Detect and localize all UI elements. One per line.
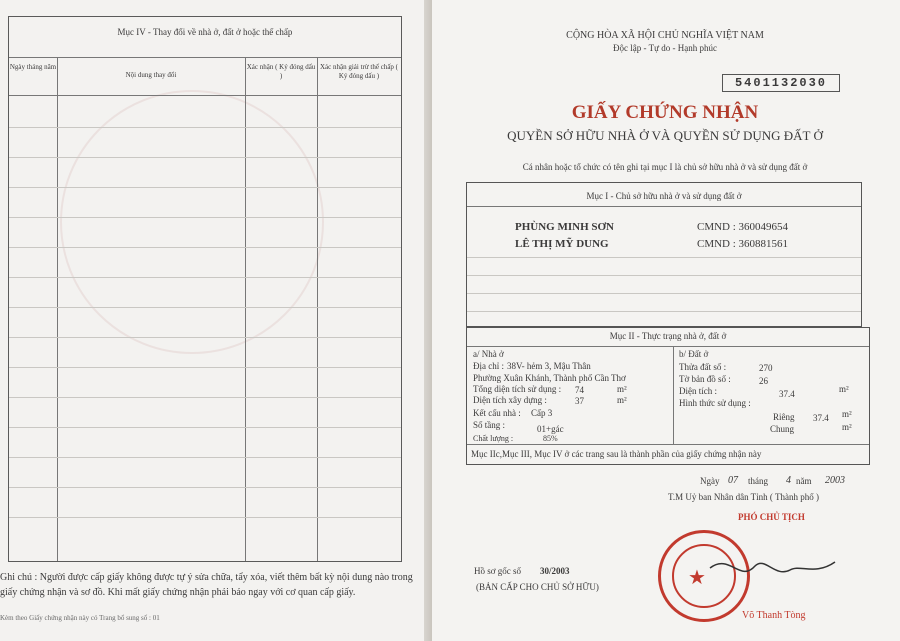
section-ii-title: Mục II - Thực trạng nhà ở, đất ở: [609, 331, 727, 341]
column-header-content: Nội dung thay đổi: [125, 71, 177, 79]
owner-name: LÊ THỊ MỸ DUNG: [515, 238, 609, 250]
owner-id: CMND : 360049654: [697, 221, 789, 233]
owner-name: PHÙNG MINH SƠN: [515, 221, 614, 233]
owner-id: CMND : 360881561: [697, 238, 789, 250]
shared-label: Chung: [770, 424, 795, 434]
house-label: a/ Nhà ở: [473, 349, 504, 359]
private-label: Riêng: [773, 412, 795, 422]
month-prefix: tháng: [748, 476, 768, 486]
left-page: [0, 0, 432, 641]
seal-star-icon: ★: [688, 567, 706, 589]
total-area-unit: m²: [617, 384, 627, 394]
structure-value: Cấp 3: [531, 408, 553, 418]
parcel-value: 270: [759, 363, 773, 373]
built-area-value: 37: [575, 396, 584, 406]
private-value: 37.4: [813, 413, 829, 423]
quality-label: Chất lượng :: [473, 434, 514, 443]
land-area-label: Diện tích :: [679, 386, 717, 396]
section-footer: Mục IIc,Mục III, Mục IV ở các trang sau là thành phần của giấy chứng nhận này: [471, 449, 762, 459]
section-iv-table: [8, 16, 402, 562]
land-label: b/ Đất ở: [679, 349, 709, 359]
total-area-value: 74: [575, 385, 584, 395]
date-month: 4: [786, 475, 791, 486]
section-i-box: [466, 182, 862, 327]
quality-value: 85%: [543, 434, 558, 443]
private-unit: m²: [842, 409, 852, 419]
built-area-label: Diện tích xây dựng :: [473, 395, 547, 405]
intro-text: Cá nhân hoặc tổ chức có tên ghi tại mục I là chủ sở hữu nhà ở và sử dụng đất ở: [522, 162, 808, 172]
position: PHÓ CHỦ TỊCH: [738, 512, 805, 522]
map-label: Tờ bản đồ số :: [679, 374, 731, 384]
motto: Độc lập - Tự do - Hạnh phúc: [613, 43, 717, 53]
date-day: 07: [728, 475, 738, 486]
column-header-release: Xác nhận giải trừ thế chấp ( Ký đóng dấu ): [319, 63, 399, 80]
address-line2: Phường Xuân Khánh, Thành phố Cần Thơ: [473, 373, 626, 383]
land-area-unit: m²: [839, 384, 849, 394]
parcel-label: Thửa đất số :: [679, 362, 727, 372]
structure-label: Kết cấu nhà :: [473, 408, 521, 418]
copy-note: (BẢN CẤP CHO CHỦ SỞ HỮU): [476, 582, 599, 592]
section-i-title: Mục I - Chủ sở hữu nhà ở và sử dụng đất ở: [586, 191, 742, 201]
signature-scribble: [700, 548, 840, 588]
certificate-title: GIẤY CHỨNG NHẬN: [571, 102, 759, 123]
date-year: 2003: [825, 475, 845, 486]
record-label: Hồ sơ gốc số: [474, 566, 522, 576]
serial-number: 5401132030: [722, 74, 840, 92]
address-label: Địa chỉ :: [473, 361, 504, 371]
year-prefix: năm: [796, 476, 812, 486]
shared-unit: m²: [842, 422, 852, 432]
floors-value: 01+gác: [537, 424, 564, 434]
country-name: CỘNG HÒA XÃ HỘI CHỦ NGHĨA VIỆT NAM: [566, 30, 764, 41]
note-text: Ghi chú : Người được cấp giấy không được tự ý sửa chữa, tẩy xóa, viết thêm bất kỳ nội dung nào trong giấy chứng nhận và sơ đồ. Khi mất giấy chứng nhận phải báo ngay với cơ quan cấp giấy.: [0, 572, 413, 598]
section-ii-box: [466, 327, 870, 465]
signer-name: Võ Thanh Tòng: [742, 610, 806, 621]
supplement-note: Kèm theo Giấy chứng nhận này có Trang bổ sung số : 01: [0, 614, 160, 622]
map-value: 26: [759, 376, 768, 386]
built-area-unit: m²: [617, 395, 627, 405]
usage-label: Hình thức sử dụng :: [679, 398, 751, 408]
column-header-confirm: Xác nhận ( Ký đóng dấu ): [246, 63, 316, 80]
record-number: 30/2003: [540, 566, 570, 576]
certificate-subtitle: QUYỀN SỞ HỮU NHÀ Ở VÀ QUYỀN SỬ DỤNG ĐẤT Ở: [507, 128, 823, 143]
floors-label: Số tầng :: [473, 420, 506, 430]
total-area-label: Tổng diện tích sử dụng :: [473, 384, 562, 394]
land-area-value: 37.4: [779, 389, 795, 399]
section-iv-title: Mục IV - Thay đổi về nhà ở, đất ở hoặc thế chấp: [117, 27, 293, 37]
date-prefix: Ngày: [700, 476, 720, 486]
column-header-date: Ngày tháng năm: [9, 63, 57, 71]
address-line1: 38V- hẻm 3, Mậu Thân: [507, 361, 591, 371]
authority: T.M Uỷ ban Nhân dân Tỉnh ( Thành phố ): [668, 492, 819, 502]
